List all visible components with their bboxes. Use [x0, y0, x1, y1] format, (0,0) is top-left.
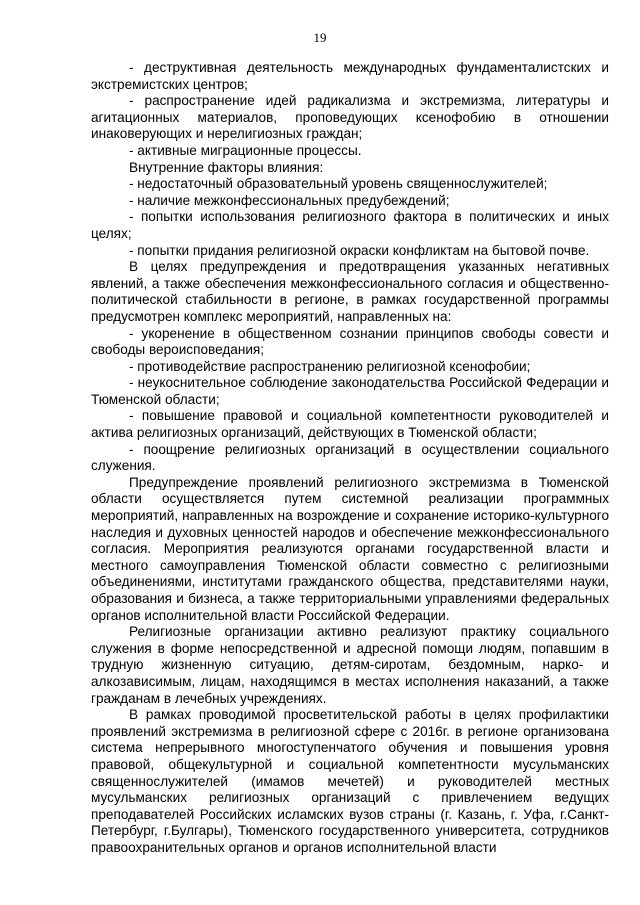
- paragraph: - распространение идей радикализма и экстремизма, литературы и агитационных материалов, проповедующих ксенофобию в отношении инаковерующих и нерелигиозных граждан;: [91, 93, 609, 142]
- paragraph: - недостаточный образовательный уровень священнослужителей;: [129, 176, 548, 192]
- paragraph: - попытки использования религиозного фактора в политических и иных целях;: [91, 209, 609, 241]
- paragraph: Внутренние факторы влияния:: [129, 159, 324, 175]
- paragraph: - неукоснительное соблюдение законодательства Российской Федерации и Тюменской области;: [91, 375, 609, 407]
- paragraph: - попытки придания религиозной окраски конфликтам на бытовой почве.: [129, 242, 590, 258]
- paragraph: - наличие межконфессиональных предубеждений;: [129, 192, 450, 208]
- paragraph: - повышение правовой и социальной компетентности руководителей и актива религиозных организаций, действующих в Тюменской области;: [91, 408, 609, 441]
- paragraph: В рамках проводимой просветительской работы в целях профилактики проявлений экстремизма в религиозной сфере с 2016г. в регионе организована система непрерывного многоступенчатого обучения и повышения уровня правовой, общекультурной и социальной компетентности мусульманских священнослужителей (имамов мечетей) и руководителей местных мусульманских религиозных организаций с привлечением ведущих преподавателей Российских исламских вузов страны (г. Казань, г. Уфа, г.Санкт-Петербург, г.Булгары), Тюменского государственного университета, сотрудников правоохранительных органов и органов исполнительной власти: [91, 707, 609, 855]
- paragraph: Предупреждение проявлений религиозного экстремизма в Тюменской области осуществляется путем системной реализации программных мероприятий, направленных на возрождение и сохранение историко-культурного наследия и духовных ценностей народов и обеспечение межконфессионального согласия. Мероприятия реализуются органами государственной власти и местного самоуправления Тюменской области совместно с религиозными объединениями, институтами гражданского общества, представителями науки, образования и бизнеса, а также территориальными управлениями федеральных органов исполнительной власти Российской Федерации.: [91, 474, 609, 623]
- paragraph: - активные миграционные процессы.: [129, 142, 362, 158]
- document-body: [91, 60, 609, 857]
- paragraph: - укоренение в общественном сознании принципов свободы совести и свободы вероисповедания;: [91, 325, 609, 358]
- paragraph: - противодействие распространению религиозной ксенофобии;: [129, 358, 531, 374]
- paragraph: Религиозные организации активно реализуют практику социального служения в форме непосредственной и адресной помощи людям, попавшим в трудную жизненную ситуацию, детям-сиротам, бездомным, нарко- и алкозависимым, лицам, находящимся в местах исполнения наказаний, а также гражданам в лечебных учреждениях.: [91, 624, 609, 706]
- paragraph: - деструктивная деятельность международных фундаменталистских и экстремистских центров;: [91, 60, 609, 92]
- page-number: 19: [313, 30, 327, 45]
- paragraph: В целях предупреждения и предотвращения указанных негативных явлений, а также обеспечения межконфессионального согласия и общественно-политической стабильности в регионе, в рамках государственной программы предусмотрен комплекс мероприятий, направленных на:: [91, 259, 609, 324]
- paragraph: - поощрение религиозных организаций в осуществлении социального служения.: [91, 441, 609, 474]
